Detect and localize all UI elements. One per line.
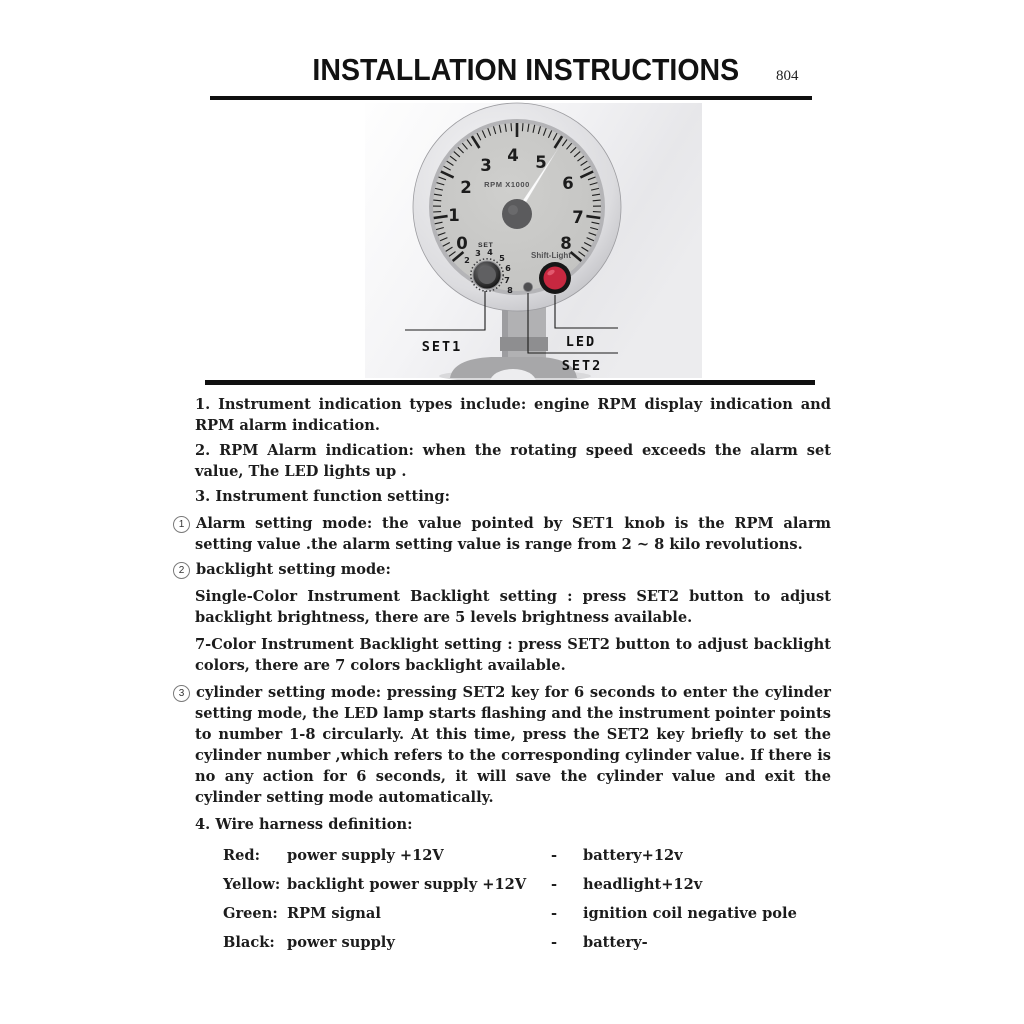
dial-set-label: SET xyxy=(478,242,494,249)
callout-label-set2: SET2 xyxy=(561,358,603,374)
dial-number-6: 6 xyxy=(562,174,574,193)
shift-light-label: Shift-Light xyxy=(531,251,571,260)
backlight-paragraph-single-color: Single-Color Instrument Backlight setting : press SET2 button to adjust backlight brightness, there are 5 levels brightness available. xyxy=(195,588,831,626)
sub-item-3-text: cylinder setting mode: pressing SET2 key for 6 seconds to enter the cylinder setting mode, the LED lamp starts flashing and the instrument pointer points to number 1-8 circularly. At this time, press the SET2 key briefly to set the cylinder number ,which refers to the corresponding cylinder value. If there is no any action for 6 seconds, it will save the cylinder value and exit the cylinder setting mode automatically. xyxy=(195,684,831,806)
dial-number-8: 8 xyxy=(560,234,572,253)
wire-function: power supply +12V xyxy=(287,847,444,864)
circled-number-3: 3 xyxy=(173,685,190,702)
circled-number-2: 2 xyxy=(173,562,190,579)
dial-number-7: 7 xyxy=(572,208,584,227)
needle-hub xyxy=(502,199,532,229)
instruction-item-1: 1. Instrument indication types include: engine RPM display indication and RPM alarm indication. xyxy=(195,396,831,434)
wire-dash: - xyxy=(550,847,558,864)
wire-function: power supply xyxy=(287,934,395,951)
knob-number-2: 2 xyxy=(464,255,470,265)
wire-color: Red: xyxy=(223,847,261,864)
instruction-item-4-heading: 4. Wire harness definition: xyxy=(195,816,413,833)
wire-dash: - xyxy=(550,905,558,922)
sub-item-2 xyxy=(178,559,831,580)
set2-button xyxy=(524,283,533,292)
shift-light-led xyxy=(539,262,571,294)
tachometer-figure xyxy=(365,100,710,382)
wire-function: backlight power supply +12V xyxy=(287,876,527,893)
sub-item-1-text: Alarm setting mode: the value pointed by SET1 knob is the RPM alarm setting value .the alarm setting value is range from 2 ~ 8 kilo revolutions. xyxy=(195,515,831,553)
wire-dash: - xyxy=(550,876,558,893)
figure-rule xyxy=(205,380,815,385)
wire-connection: battery+12v xyxy=(583,847,683,864)
knob-number-4: 4 xyxy=(487,247,493,257)
backlight-paragraph-7-color: 7-Color Instrument Backlight setting : press SET2 button to adjust backlight colors, there are 7 colors backlight available. xyxy=(195,636,831,674)
wire-row-green xyxy=(223,903,831,924)
sub-item-2-text: backlight setting mode: xyxy=(196,561,391,578)
instructions-body xyxy=(178,394,831,961)
knob-number-6: 6 xyxy=(505,263,511,273)
knob-number-7: 7 xyxy=(504,275,510,285)
wire-row-yellow xyxy=(223,874,831,895)
sub-item-3 xyxy=(178,682,831,808)
wire-row-red xyxy=(223,845,831,866)
wire-color: Yellow: xyxy=(223,876,281,893)
dial-number-4: 4 xyxy=(507,146,519,165)
knob-number-3: 3 xyxy=(475,248,481,258)
knob-number-5: 5 xyxy=(499,253,505,263)
dial-unit-label: RPM X1000 xyxy=(484,180,530,189)
page-title: INSTALLATION INSTRUCTIONS xyxy=(312,52,740,87)
dial-number-0: 0 xyxy=(456,234,468,253)
wire-function: RPM signal xyxy=(287,905,381,922)
dial-number-3: 3 xyxy=(480,156,492,175)
page-number: 804 xyxy=(776,68,799,84)
needle-hub-highlight xyxy=(508,205,518,215)
wire-color: Green: xyxy=(223,905,278,922)
wire-harness-table xyxy=(223,845,831,953)
callout-label-set1: SET1 xyxy=(421,339,463,355)
dial-number-5: 5 xyxy=(535,153,547,172)
sub-item-1 xyxy=(178,513,831,555)
wire-connection: ignition coil negative pole xyxy=(583,905,797,922)
instruction-item-2: 2. RPM Alarm indication: when the rotating speed exceeds the alarm set value, The LED lights up . xyxy=(195,442,831,480)
wire-dash: - xyxy=(550,934,558,951)
instruction-item-3-heading: 3. Instrument function setting: xyxy=(195,488,450,505)
callout-label-led: LED xyxy=(565,334,597,350)
wire-color: Black: xyxy=(223,934,275,951)
wire-connection: battery- xyxy=(583,934,648,951)
wire-connection: headlight+12v xyxy=(583,876,703,893)
wire-row-black xyxy=(223,932,831,953)
circled-number-1: 1 xyxy=(173,516,190,533)
dial-number-2: 2 xyxy=(460,178,472,197)
knob-number-8: 8 xyxy=(507,285,513,295)
dial-number-1: 1 xyxy=(448,206,460,225)
